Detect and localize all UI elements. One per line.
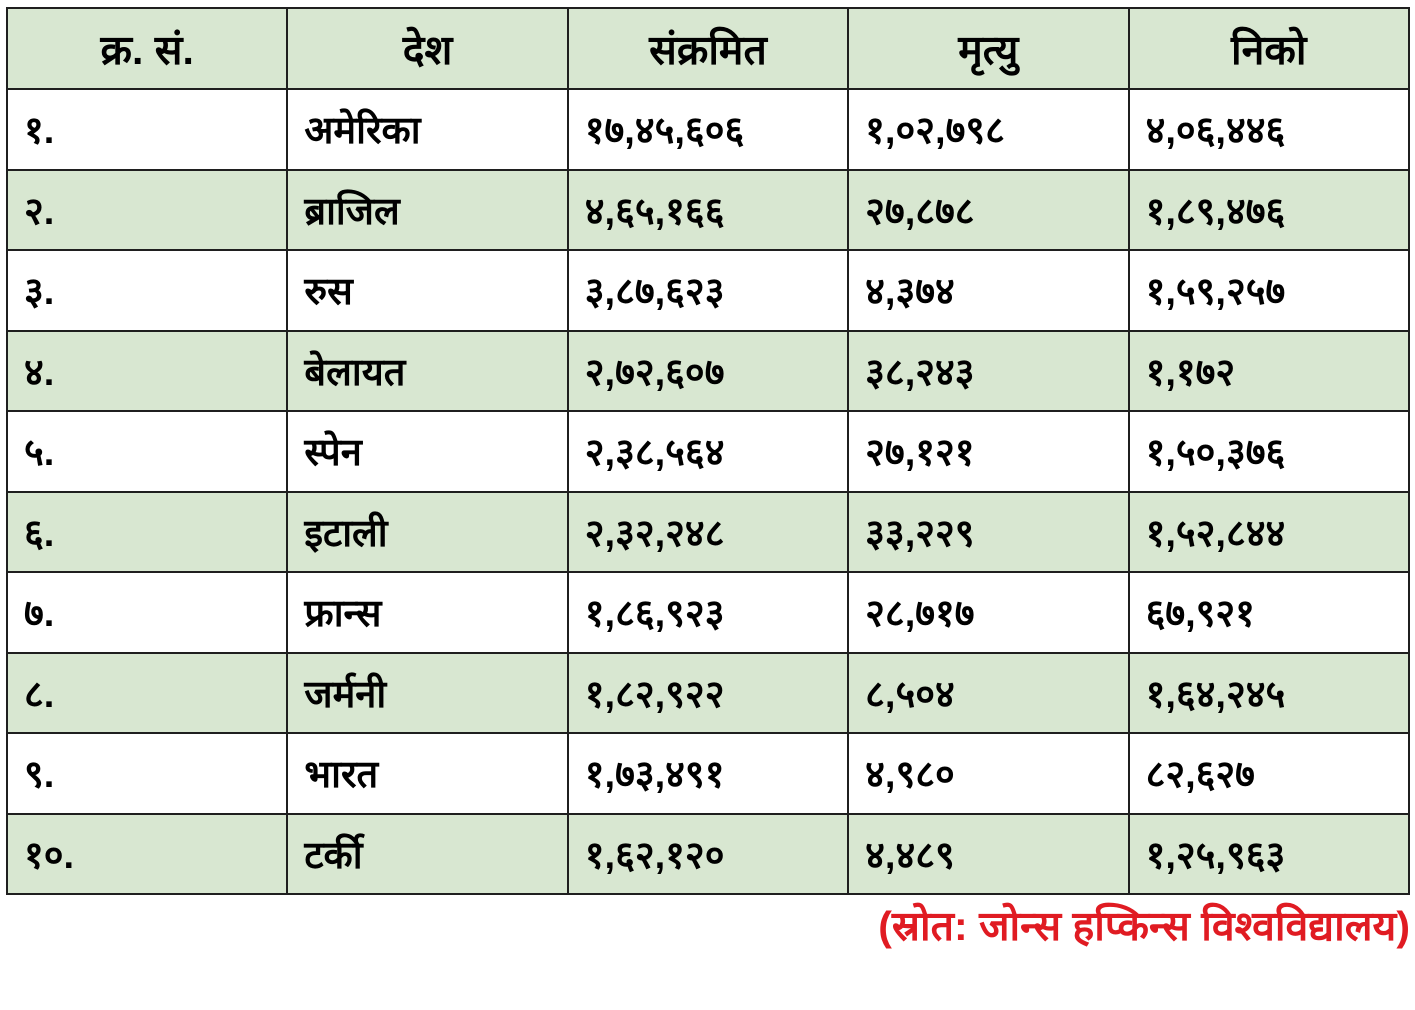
column-header-serial-number: क्र. सं. (7, 8, 287, 89)
cell-recovered: १,६४,२४५ (1129, 653, 1409, 734)
cell-recovered: ४,०६,४४६ (1129, 89, 1409, 170)
cell-country: बेलायत (287, 331, 567, 412)
cell-serial-number: ३. (7, 250, 287, 331)
cell-infected: १,६२,१२० (568, 814, 848, 895)
table-row (7, 411, 1409, 492)
cell-recovered: १,५०,३७६ (1129, 411, 1409, 492)
cell-serial-number: २. (7, 170, 287, 251)
cell-infected: २,७२,६०७ (568, 331, 848, 412)
table-row (7, 492, 1409, 573)
cell-recovered: ८२,६२७ (1129, 733, 1409, 814)
cell-country: इटाली (287, 492, 567, 573)
cell-serial-number: १०. (7, 814, 287, 895)
cell-country: फ्रान्स (287, 572, 567, 653)
covid-stats-table (6, 7, 1410, 895)
cell-recovered: ६७,९२१ (1129, 572, 1409, 653)
cell-recovered: १,१७२ (1129, 331, 1409, 412)
cell-recovered: १,८९,४७६ (1129, 170, 1409, 251)
cell-deaths: ३८,२४३ (848, 331, 1128, 412)
cell-infected: १,८६,९२३ (568, 572, 848, 653)
table-row (7, 653, 1409, 734)
cell-deaths: ३३,२२९ (848, 492, 1128, 573)
cell-country: ब्राजिल (287, 170, 567, 251)
cell-recovered: १,५९,२५७ (1129, 250, 1409, 331)
cell-deaths: २७,८७८ (848, 170, 1128, 251)
column-header-country: देश (287, 8, 567, 89)
table-body (7, 89, 1409, 894)
header-row (7, 8, 1409, 89)
cell-infected: १,७३,४९१ (568, 733, 848, 814)
cell-serial-number: ९. (7, 733, 287, 814)
cell-infected: १,८२,९२२ (568, 653, 848, 734)
cell-deaths: ८,५०४ (848, 653, 1128, 734)
column-header-recovered: निको (1129, 8, 1409, 89)
table-row (7, 733, 1409, 814)
cell-serial-number: ५. (7, 411, 287, 492)
cell-deaths: ४,९८० (848, 733, 1128, 814)
cell-deaths: २८,७१७ (848, 572, 1128, 653)
table-row (7, 331, 1409, 412)
cell-infected: २,३२,२४८ (568, 492, 848, 573)
cell-recovered: १,५२,८४४ (1129, 492, 1409, 573)
cell-deaths: २७,१२१ (848, 411, 1128, 492)
cell-deaths: ४,३७४ (848, 250, 1128, 331)
table-row (7, 814, 1409, 895)
column-header-deaths: मृत्यु (848, 8, 1128, 89)
table-row (7, 572, 1409, 653)
cell-infected: ४,६५,१६६ (568, 170, 848, 251)
cell-serial-number: ६. (7, 492, 287, 573)
cell-infected: ३,८७,६२३ (568, 250, 848, 331)
cell-infected: २,३८,५६४ (568, 411, 848, 492)
table-row (7, 89, 1409, 170)
cell-deaths: १,०२,७९८ (848, 89, 1128, 170)
source-caption: (स्रोत: जोन्स हप्किन्स विश्वविद्यालय) (878, 903, 1410, 949)
cell-infected: १७,४५,६०६ (568, 89, 848, 170)
cell-country: जर्मनी (287, 653, 567, 734)
cell-recovered: १,२५,९६३ (1129, 814, 1409, 895)
cell-serial-number: ४. (7, 331, 287, 412)
cell-country: अमेरिका (287, 89, 567, 170)
cell-serial-number: १. (7, 89, 287, 170)
table-row (7, 250, 1409, 331)
cell-country: टर्की (287, 814, 567, 895)
table-row (7, 170, 1409, 251)
cell-serial-number: ७. (7, 572, 287, 653)
table-header (7, 8, 1409, 89)
cell-deaths: ४,४८९ (848, 814, 1128, 895)
cell-country: स्पेन (287, 411, 567, 492)
cell-country: रुस (287, 250, 567, 331)
column-header-infected: संक्रमित (568, 8, 848, 89)
cell-country: भारत (287, 733, 567, 814)
cell-serial-number: ८. (7, 653, 287, 734)
